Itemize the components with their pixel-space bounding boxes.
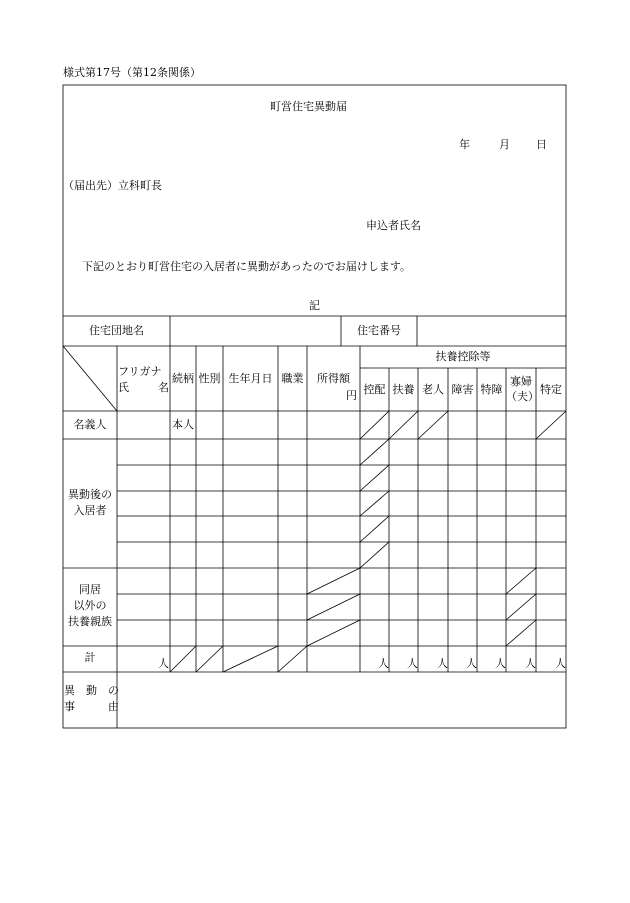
form-title: 町営住宅異動届 (270, 100, 347, 113)
reason-label-a: 異 動 の (64, 684, 119, 697)
deduction-widow-b: （夫） (506, 390, 539, 403)
deduction-header: 扶養控除等 (435, 350, 491, 363)
total-unit-specific: 人 (555, 657, 566, 670)
deduction-dependent: 扶養 (392, 383, 415, 396)
applicant-name-label: 申込者氏名 (366, 219, 421, 232)
row-after-move-a: 異動後の (68, 488, 112, 501)
row-other-dependents-a: 同居 (79, 583, 101, 596)
row-after-move-b: 入居者 (73, 504, 107, 517)
deduction-disability: 障害 (451, 383, 474, 396)
name-label-a: 氏 (118, 381, 129, 394)
reason-label-b: 事 由 (64, 700, 119, 713)
date-year: 年 (459, 138, 470, 151)
total-persons-unit: 人 (158, 657, 169, 670)
date-month: 月 (499, 138, 510, 151)
total-unit-spouse: 人 (378, 657, 389, 670)
form-number: 様式第17号（第12条関係） (63, 66, 201, 79)
deduction-widow-a: 寡婦 (510, 375, 532, 388)
birthdate-header: 生年月日 (228, 372, 273, 385)
deduction-elderly: 老人 (422, 383, 444, 396)
furigana-label: フリガナ (118, 365, 162, 378)
statement: 下記のとおり町営住宅の入居者に異動があったのでお届けします。 (82, 260, 412, 273)
income-header: 所得額 (317, 372, 350, 385)
date-day: 日 (536, 138, 547, 151)
nominee-relation: 本人 (172, 418, 194, 431)
addressee: （届出先）立科町長 (63, 179, 162, 192)
row-nominee: 名義人 (73, 418, 107, 431)
total-unit-widow: 人 (525, 657, 536, 670)
yen-unit: 円 (346, 389, 357, 402)
name-label-b: 名 (158, 381, 169, 394)
deduction-spouse: 控配 (363, 383, 386, 396)
row-other-dependents-b: 以外の (73, 599, 107, 612)
total-unit-disability: 人 (466, 657, 477, 670)
occupation-header: 職業 (281, 372, 304, 385)
deduction-specific: 特定 (540, 383, 562, 396)
total-unit-dependent: 人 (407, 657, 418, 670)
deduction-special-disability: 特障 (480, 383, 503, 396)
sex-header: 性別 (198, 372, 221, 385)
housing-complex-label: 住宅団地名 (89, 324, 144, 337)
relation-header: 続柄 (172, 372, 194, 385)
housing-number-label: 住宅番号 (357, 324, 401, 337)
row-total: 計 (84, 651, 96, 664)
ki-label: 記 (309, 299, 320, 312)
row-other-dependents-c: 扶養親族 (68, 615, 112, 628)
total-unit-special-disability: 人 (495, 657, 506, 670)
total-unit-elderly: 人 (437, 657, 448, 670)
